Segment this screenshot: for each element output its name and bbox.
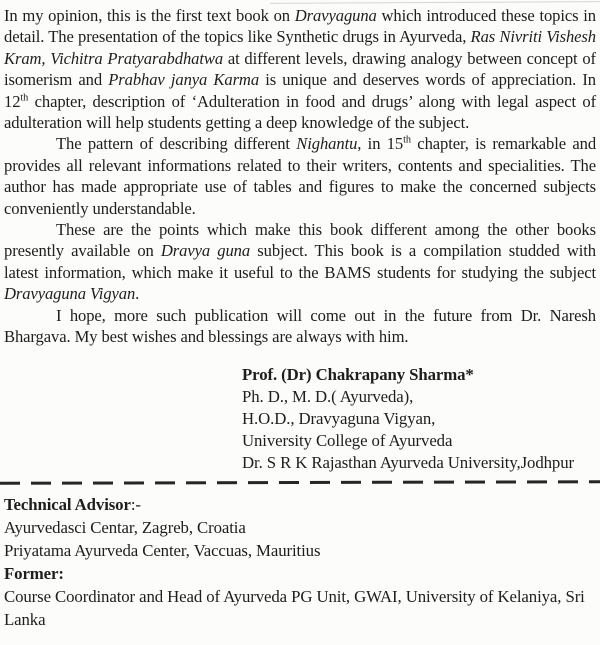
- former-heading: Former:: [4, 563, 64, 583]
- signature-name: Prof. (Dr) Chakrapany Sharma*: [242, 364, 474, 384]
- paragraph-nighantu: The pattern of describing different Nighantu, in 15th chapter, is remarkable and provides all relevant informations related to their writers, contents and specialities. The author has made appropriate use of tables and figures to make the concerned subjects conveniently understandable.: [4, 134, 597, 218]
- former-role-line: Course Coordinator and Head of Ayurveda PG Unit, GWAI, University of Kelaniya, Sri Lanka: [4, 586, 585, 629]
- advisor-footer: [4, 493, 596, 631]
- foreword-body: [4, 5, 596, 348]
- signature-degrees: Ph. D., M. D.( Ayurveda),: [242, 386, 414, 406]
- advisor-mauritius-line: Priyatama Ayurveda Center, Vaccuas, Mauritius: [4, 540, 321, 560]
- dashed-divider: [0, 480, 600, 485]
- signature-university: Dr. S R K Rajasthan Ayurveda University,Jodhpur: [242, 452, 574, 472]
- signature-block: [242, 364, 596, 474]
- paragraph-intro: In my opinion, this is the first text book on Dravyaguna which introduced these topics in detail. The presentation of the topics like Synthetic drugs in Ayurveda, Ras Nivriti Vishesh Kram, Vichitra Pratyarabdhatwa at different levels, drawing analogy between concept of isomerism and Prabhav janya Karma is unique and deserves words of appreciation. In 12th chapter, description of ‘Adulteration in food and drugs’ along with legal aspect of adulteration will help students getting a deep knowledge of the subject.: [4, 6, 596, 133]
- scan-edge-artifact: [270, 1, 600, 4]
- advisor-croatia-line: Ayurvedasci Centar, Zagreb, Croatia: [4, 517, 246, 537]
- paragraph-points: These are the points which make this book different among the other books presently available on Dravya guna subject. This book is a compilation studded with latest information, which make it useful to the BAMS students for studying the subject Dravyaguna Vigyan.: [4, 220, 596, 304]
- signature-college: University College of Ayurveda: [242, 430, 453, 450]
- technical-advisor-heading: Technical Advisor:-: [4, 494, 141, 514]
- signature-designation: H.O.D., Dravyaguna Vigyan,: [242, 408, 436, 428]
- paragraph-hope: I hope, more such publication will come out in the future from Dr. Naresh Bhargava. My best wishes and blessings are always with him.: [4, 305, 596, 347]
